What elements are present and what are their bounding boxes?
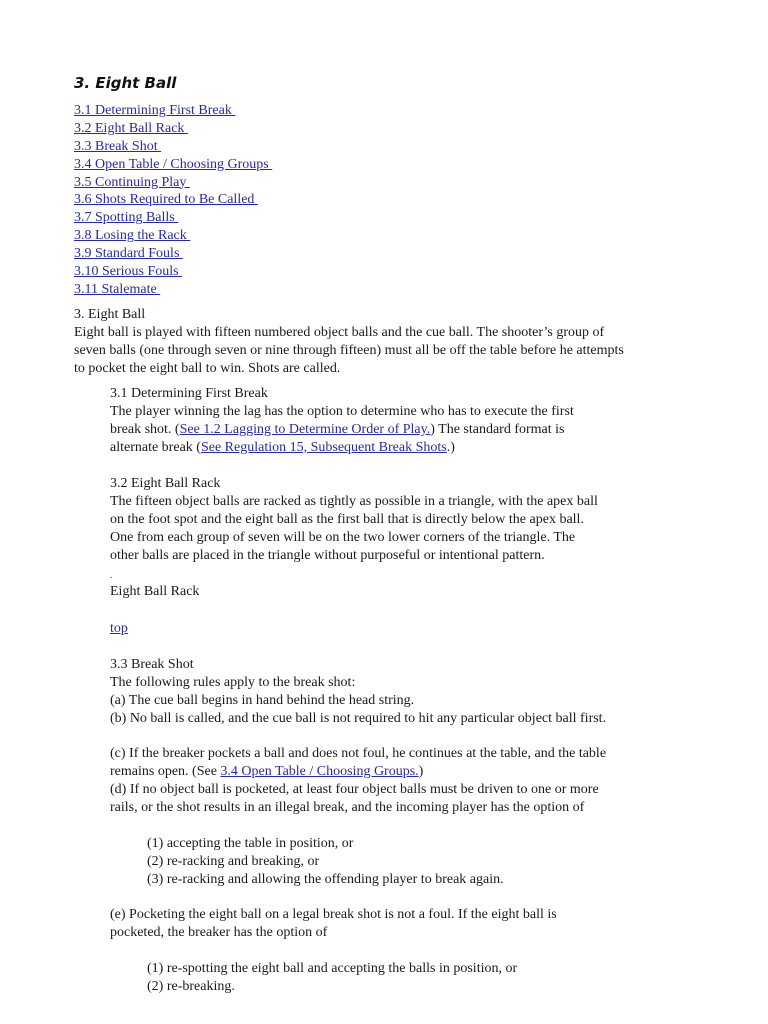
toc-item: [74, 156, 272, 174]
section-3-1-line: The player winning the lag has the option to determine who has to execute the first: [110, 403, 574, 419]
top-link-container: [110, 620, 128, 638]
toc-item: [74, 174, 272, 192]
option-line: (1) re-spotting the eight ball and accepting the balls in position, or: [147, 961, 518, 976]
intro-section: [74, 306, 624, 378]
section-3-3-line: (a) The cue ball begins in hand behind the head string.: [110, 692, 415, 708]
toc-item: [74, 263, 272, 281]
link-regulation-15[interactable]: See Regulation 15, Subsequent Break Shots: [200, 439, 447, 455]
section-3-3-line: (e) Pocketing the eight ball on a legal break shot is not a foul. If the eight ball is: [110, 907, 557, 922]
option-line: (3) re-racking and allowing the offending player to break again.: [147, 871, 504, 887]
toc-link-3-11[interactable]: 3.11 Stalemate: [74, 281, 161, 297]
section-3-3-line: (b) No ball is called, and the cue ball is not required to hit any particular object ball first.: [110, 710, 607, 726]
toc-link-3-5[interactable]: 3.5 Continuing Play: [74, 174, 190, 190]
toc-link-3-2[interactable]: 3.2 Eight Ball Rack: [74, 120, 188, 136]
text-fragment: break shot. (: [110, 421, 180, 437]
toc-item: [74, 209, 272, 227]
section-3-3-c: [110, 745, 606, 817]
toc-link-3-1[interactable]: 3.1 Determining First Break: [74, 103, 236, 118]
text-fragment: ): [418, 763, 424, 779]
intro-line: to pocket the eight ball to win. Shots are called.: [74, 360, 341, 376]
toc-item: [74, 138, 272, 156]
section-heading: 3. Eight Ball: [74, 74, 177, 92]
section-3-2-line: on the foot spot and the eight ball as the first ball that is directly below the apex ball.: [110, 511, 584, 527]
intro-line: Eight ball is played with fifteen numbered object balls and the cue ball. The shooter’s group of: [74, 324, 605, 340]
toc-link-3-4[interactable]: 3.4 Open Table / Choosing Groups: [74, 156, 273, 172]
toc-item: [74, 227, 272, 245]
section-3-3-line: rails, or the shot results in an illegal break, and the incoming player has the option of: [110, 799, 585, 815]
section-3-3-line: [110, 763, 606, 781]
image-placeholder-dot: .: [110, 570, 113, 580]
section-3-3-d-options: [147, 835, 504, 889]
section-3-3-e: [110, 906, 557, 942]
section-3-3-line: (d) If no object ball is pocketed, at least four object balls must be driven to one or more: [110, 781, 599, 797]
section-3-1-title: 3.1 Determining First Break: [110, 386, 268, 401]
section-3-2: [110, 475, 598, 564]
section-3-1: [110, 385, 574, 457]
text-fragment: .): [446, 439, 455, 455]
option-line: (2) re-racking and breaking, or: [147, 853, 320, 869]
top-link[interactable]: top: [110, 621, 128, 636]
section-3-2-line: One from each group of seven will be on the two lower corners of the triangle. The: [110, 529, 576, 545]
toc-item: [74, 245, 272, 263]
toc-link-3-9[interactable]: 3.9 Standard Fouls: [74, 246, 183, 262]
toc-link-3-6[interactable]: 3.6 Shots Required to Be Called: [74, 192, 258, 208]
text-fragment: alternate break (: [110, 439, 201, 455]
toc-link-3-7[interactable]: 3.7 Spotting Balls: [74, 210, 179, 226]
toc-item: [74, 102, 272, 120]
intro-line: seven balls (one through seven or nine through fifteen) must all be off the table before he attempts: [74, 342, 624, 358]
toc-link-3-10[interactable]: 3.10 Serious Fouls: [74, 264, 183, 280]
image-caption: Eight Ball Rack: [110, 584, 200, 599]
section-3-1-line: [110, 439, 574, 457]
section-3-3: [110, 656, 606, 728]
link-open-table[interactable]: 3.4 Open Table / Choosing Groups.: [220, 763, 419, 779]
section-3-2-title: 3.2 Eight Ball Rack: [110, 476, 221, 491]
section-3-3-line: The following rules apply to the break shot:: [110, 674, 356, 690]
section-3-3-line: pocketed, the breaker has the option of: [110, 924, 328, 940]
section-3-2-line: other balls are placed in the triangle without purposeful or intentional pattern.: [110, 547, 545, 563]
toc-link-3-3[interactable]: 3.3 Break Shot: [74, 138, 162, 154]
toc-link-3-8[interactable]: 3.8 Losing the Rack: [74, 228, 191, 244]
link-lagging-order-of-play[interactable]: See 1.2 Lagging to Determine Order of Play.: [179, 421, 431, 437]
text-fragment: ) The standard format is: [430, 421, 565, 437]
toc-item: [74, 191, 272, 209]
intro-title: 3. Eight Ball: [74, 307, 146, 322]
section-3-3-e-options: [147, 960, 517, 996]
toc-item: [74, 120, 272, 138]
option-line: (1) accepting the table in position, or: [147, 836, 354, 851]
text-fragment: remains open. (See: [110, 763, 221, 779]
section-3-2-line: The fifteen object balls are racked as tightly as possible in a triangle, with the apex ball: [110, 493, 598, 509]
toc-item: [74, 281, 272, 299]
section-3-1-line: [110, 421, 574, 439]
section-3-3-line: (c) If the breaker pockets a ball and does not foul, he continues at the table, and the table: [110, 746, 607, 761]
table-of-contents: [74, 102, 272, 299]
section-3-3-title: 3.3 Break Shot: [110, 657, 194, 672]
option-line: (2) re-breaking.: [147, 978, 235, 994]
